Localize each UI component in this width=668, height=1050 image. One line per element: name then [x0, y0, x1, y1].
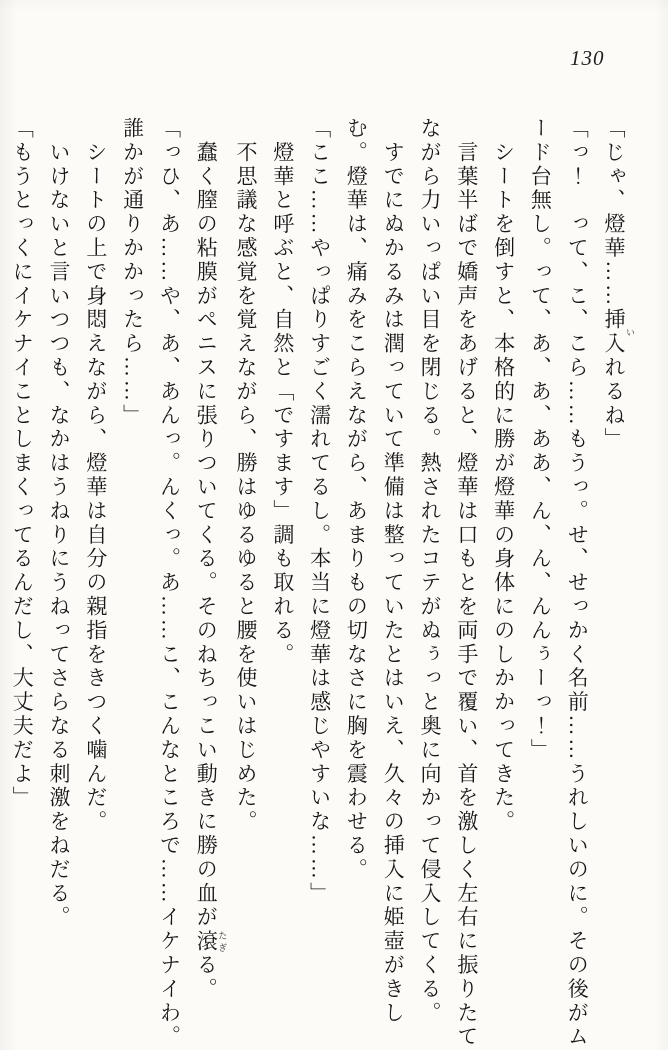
- paragraph: 「もうとっくにイケナイことしまくってるんだし、大丈夫だよ」: [10, 117, 35, 811]
- ruby-annotated-word: 挿入 い: [602, 308, 635, 357]
- paragraph: 「じゃ、燈華……挿入 いれるね」: [602, 117, 635, 452]
- paragraph: 燈華と呼ぶと、自然と「ですます」調も取れる。: [270, 117, 295, 667]
- paragraph: 「っ！ って、こ、こら……もうっ。せ、せっかく名前……うれしいのに。その後がムード台無し。って、あ、あ、ああ、ん、ん、んんぅーっ！」: [528, 117, 590, 1050]
- paragraph: シートの上で身悶えながら、燈華は自分の親指をきつく噛んだ。: [83, 117, 108, 834]
- paragraph: 蠢く膣の粘膜がペニスに張りついてくる。そのねちっこい動きに勝の血が滾 たぎる。: [194, 117, 228, 1002]
- paragraph: すでにぬかるみは潤っていて準備は整っていたとはいえ、久々の挿入に姫壺がきしむ。燈華は、痛みをこらえながら、あまりもの切なさに胸を震わせる。: [344, 117, 406, 1026]
- page-number: 130: [570, 46, 605, 70]
- paragraph: 「っひ、あ……や、あ、あんっ。んくっ。あ……こ、こんなところで……イケナイわ。誰かが通りかかったら……」: [120, 117, 182, 1050]
- ruby-annotated-word: 滾 たぎ: [194, 929, 228, 954]
- paragraph: 不思議な感覚を覚えながら、勝はゆるゆると腰を使いはじめた。: [234, 117, 259, 834]
- paragraph: 言葉半ばで嬌声をあげると、燈華は口もとを両手で覆い、首を激しく左右に振りたてながら力いっぱい目を閉じる。熱されたコテがぬぅっと奥に向かって侵入してくる。: [418, 117, 479, 1050]
- paragraph: 「ここ……やっぱりすごく濡れてるし。本当に燈華は感じやすいな……」: [307, 117, 332, 906]
- paragraph: シートを倒すと、本格的に勝が燈華の身体にのしかかってきた。: [491, 117, 516, 834]
- text-block: [8, 117, 635, 1050]
- paragraph: いけないと言いつつも、なかはうねりにうねってさらなる刺激をねだる。: [47, 117, 72, 930]
